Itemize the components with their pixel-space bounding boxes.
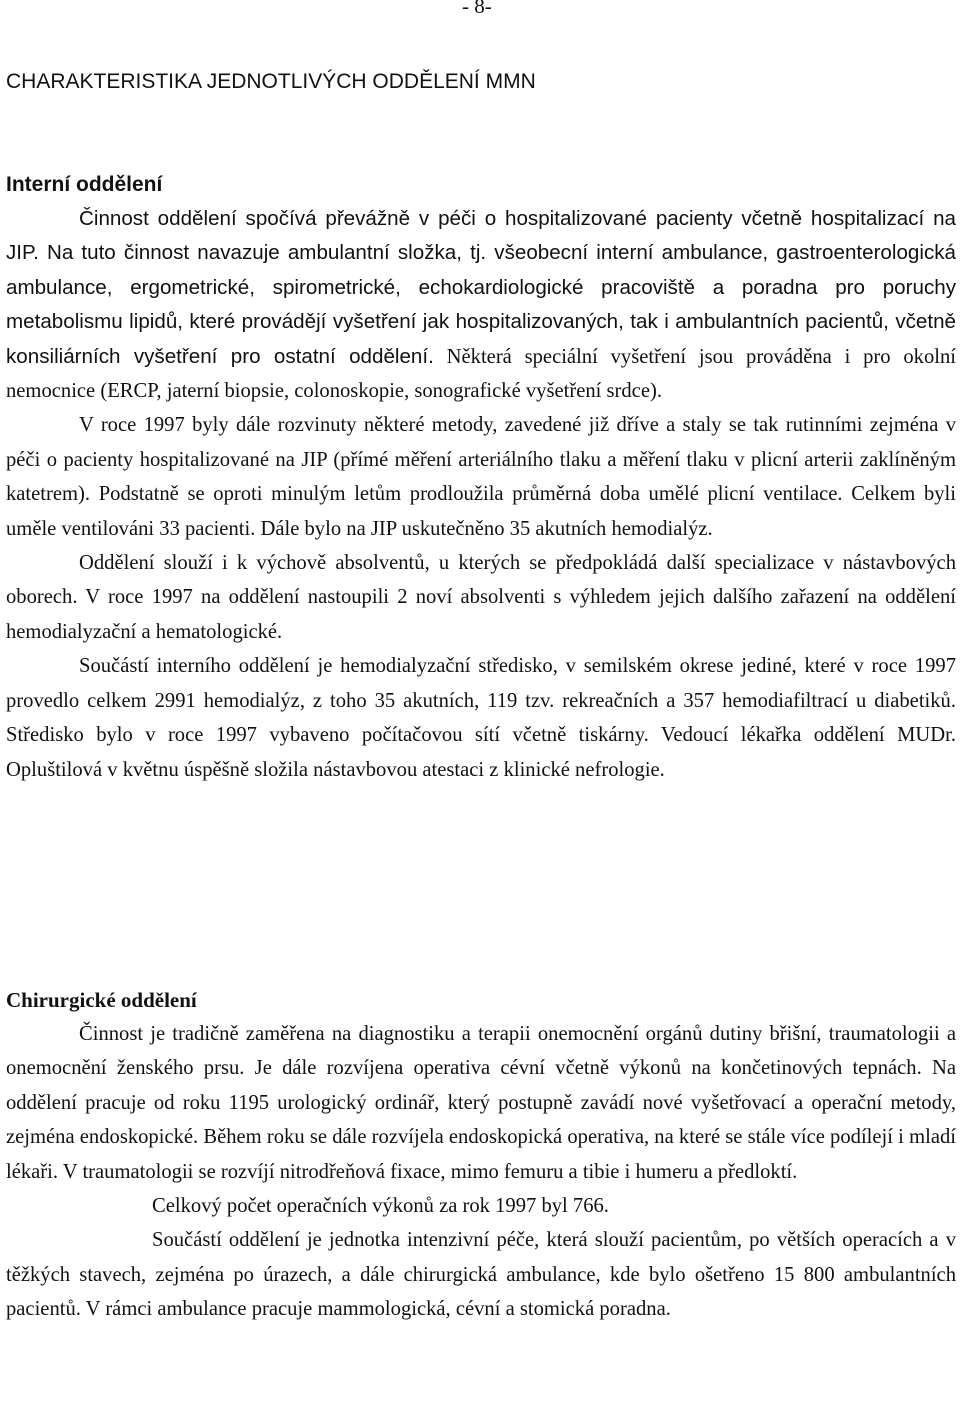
document-title: CHARAKTERISTIKA JEDNOTLIVÝCH ODDĚLENÍ MMN: [6, 70, 536, 93]
paragraph: V roce 1997 byly dále rozvinuty některé metody, zavedené již dříve a staly se tak rutinními zejména v péči o pacienty hospitalizované na JIP (přímé měření arteriálního tlaku a měření tlaku v plicní arterii zaklíněným katetrem). Podstatně se oproti minulým letům prodloužila průměrná doba umělé plicní ventilace. Celkem byli uměle ventilováni 33 pacienti. Dále bylo na JIP uskutečněno 35 akutních hemodialýz.: [6, 414, 956, 540]
paragraph: Činnost je tradičně zaměřena na diagnostiku a terapii onemocnění orgánů dutiny břišní, traumatologii a onemocnění ženského prsu. Je dále rozvíjena operativa cévní včetně výkonů na končetinových tepnách. Na oddělení pracuje od roku 1195 urologický ordinář, který postupně zavádí nové vyšetřovací a operační metody, zejména endoskopické. Během roku se dále rozvíjela endoskopická operativa, na které se stále více podílejí i mladí lékaři. V traumatologii se rozvíjí nitrodřeňová fixace, mimo femuru a tibie i humeru a předloktí.: [6, 1023, 956, 1183]
section-interni-body: [6, 202, 956, 787]
section-chirurgicke-body: [6, 1017, 956, 1327]
paragraph-part: Některá speciální vyšetření jsou prováděna i pro okolní nemocnice (ERCP, jaterní biopsie, colonoskopie, sonografické vyšetření srdce).: [6, 345, 956, 403]
page-number: - 8-: [462, 0, 492, 18]
section-heading-interni: Interní oddělení: [6, 173, 163, 196]
paragraph: Celkový počet operačních výkonů za rok 1997 byl 766.: [152, 1195, 609, 1218]
paragraph: Součástí interního oddělení je hemodialyzační středisko, v semilském okrese jediné, které v roce 1997 provedlo celkem 2991 hemodialýz, z toho 35 akutních, 119 tzv. rekreačních a 357 hemodiafiltrací u diabetiků. Středisko bylo v roce 1997 vybaveno počítačovou sítí včetně tiskárny. Vedoucí lékařka oddělení MUDr. Opluštilová v květnu úspěšně složila nástavbovou atestaci z klinické nefrologie.: [6, 655, 956, 781]
paragraph: Oddělení slouží i k výchově absolventů, u kterých se předpokládá další specializace v nástavbových oborech. V roce 1997 na oddělení nastoupili 2 noví absolventi s výhledem jejich dalšího zařazení na oddělení hemodialyzační a hematologické.: [6, 552, 956, 643]
section-heading-chirurgicke: Chirurgické oddělení: [6, 988, 197, 1012]
paragraph: Součástí oddělení je jednotka intenzivní péče, která slouží pacientům, po větších operacích a v těžkých stavech, zejména po úrazech, a dále chirurgická ambulance, kde bylo ošetřeno 15 800 ambulantních pacientů. V rámci ambulance pracuje mammologická, cévní a stomická poradna.: [6, 1229, 956, 1321]
paragraph: [6, 202, 956, 408]
paragraph-part: Činnost oddělení spočívá převážně v péči o hospitalizované pacienty včetně hospitalizací na JIP. Na tuto činnost navazuje ambulantní složka, tj. všeobecní interní ambulance, gastroenterologická ambulance, ergometrické, spirometrické, echokardiologické pracoviště a poradna pro poruchy metabolismu lipidů, které provádějí vyšetření jak hospitalizovaných, tak i ambulantních pacientů, včetně konsiliárních vyšetření pro ostatní oddělení.: [6, 207, 956, 368]
